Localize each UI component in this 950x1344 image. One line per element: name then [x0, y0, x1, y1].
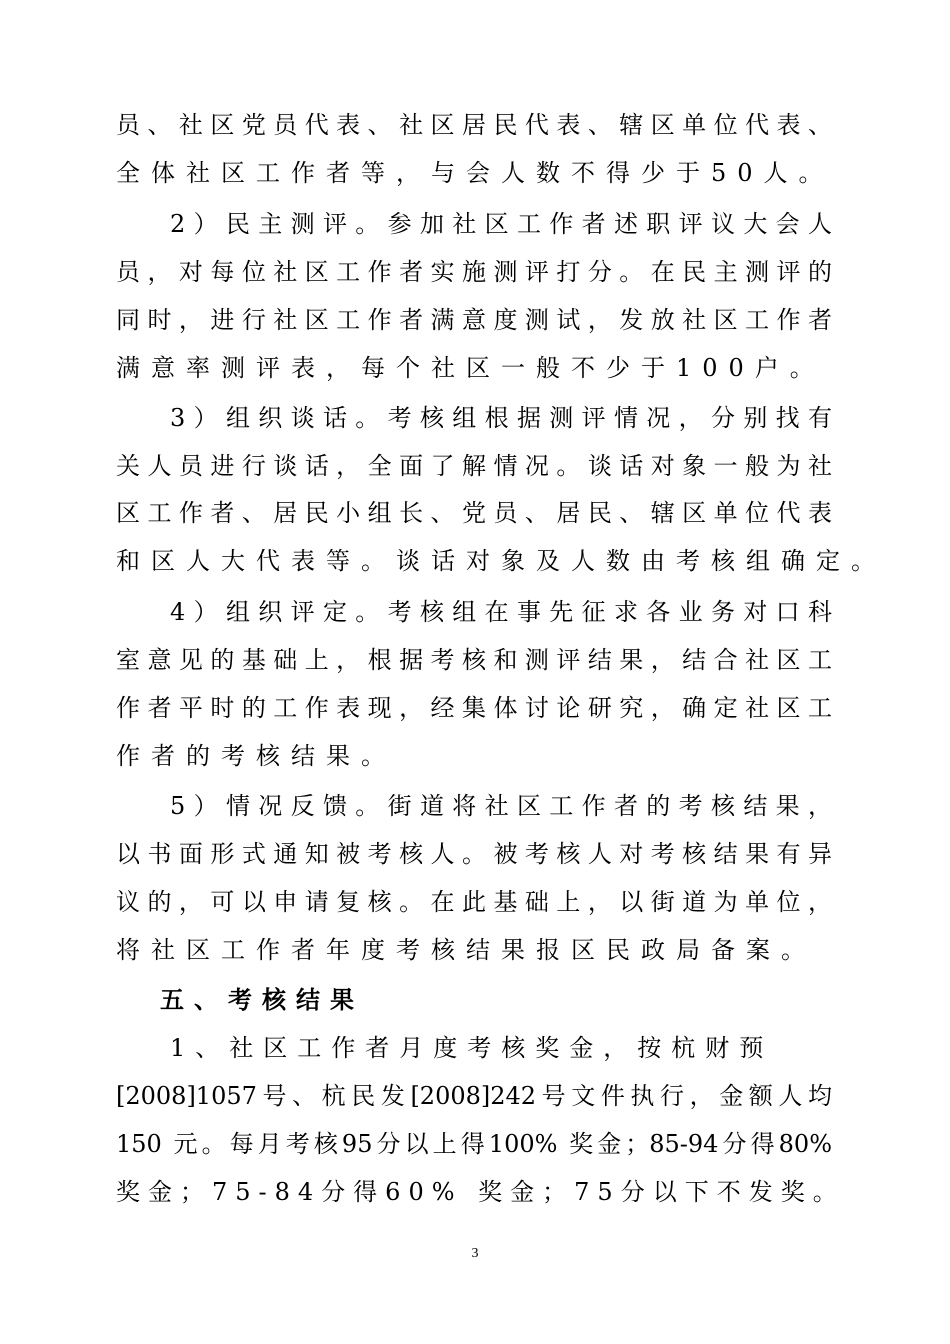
text-line: 满意率测评表，每个社区一般不少于100户。 [116, 354, 825, 382]
paragraph-first-line: 5）情况反馈。街道将社区工作者的考核结果， [170, 792, 832, 820]
section-heading: 五、考核结果 [160, 985, 364, 1014]
text-line: 以书面形式通知被考核人。被考核人对考核结果有异 [116, 840, 832, 868]
text-line: 奖金；75-84分得60% 奖金；75分以下不发奖。 [116, 1178, 845, 1206]
text-line: 员、社区党员代表、社区居民代表、辖区单位代表、 [116, 111, 832, 139]
text-line: 议的，可以申请复核。在此基础上，以街道为单位， [116, 888, 832, 916]
paragraph-first-line: 1、社区工作者月度考核奖金，按杭财预 [170, 1034, 774, 1062]
paragraph-first-line: 2）民主测评。参加社区工作者述职评议大会人 [170, 210, 832, 238]
text-line: 150 元。每月考核95分以上得100% 奖金；85-94分得80% [116, 1130, 832, 1158]
text-line: 作者平时的工作表现，经集体讨论研究，确定社区工 [116, 694, 832, 722]
text-line: 关人员进行谈话，全面了解情况。谈话对象一般为社 [116, 452, 832, 480]
paragraph-first-line: 3）组织谈话。考核组根据测评情况，分别找有 [170, 404, 832, 432]
text-line: 全体社区工作者等，与会人数不得少于50人。 [116, 159, 834, 187]
text-line: 将社区工作者年度考核结果报区民政局备案。 [116, 936, 816, 964]
text-line: 室意见的基础上，根据考核和测评结果，结合社区工 [116, 646, 832, 674]
text-line: 和区人大代表等。谈话对象及人数由考核组确定。 [116, 547, 886, 575]
text-line: 作者的考核结果。 [116, 742, 396, 770]
text-line: [2008]1057号、杭民发[2008]242号文件执行，金额人均 [116, 1082, 832, 1110]
paragraph-first-line: 4）组织评定。考核组在事先征求各业务对口科 [170, 598, 832, 626]
text-line: 员，对每位社区工作者实施测评打分。在民主测评的 [116, 258, 832, 286]
page-number: 3 [471, 1246, 479, 1261]
text-line: 同时，进行社区工作者满意度测试，发放社区工作者 [116, 306, 832, 334]
text-line: 区工作者、居民小组长、党员、居民、辖区单位代表 [116, 499, 832, 527]
